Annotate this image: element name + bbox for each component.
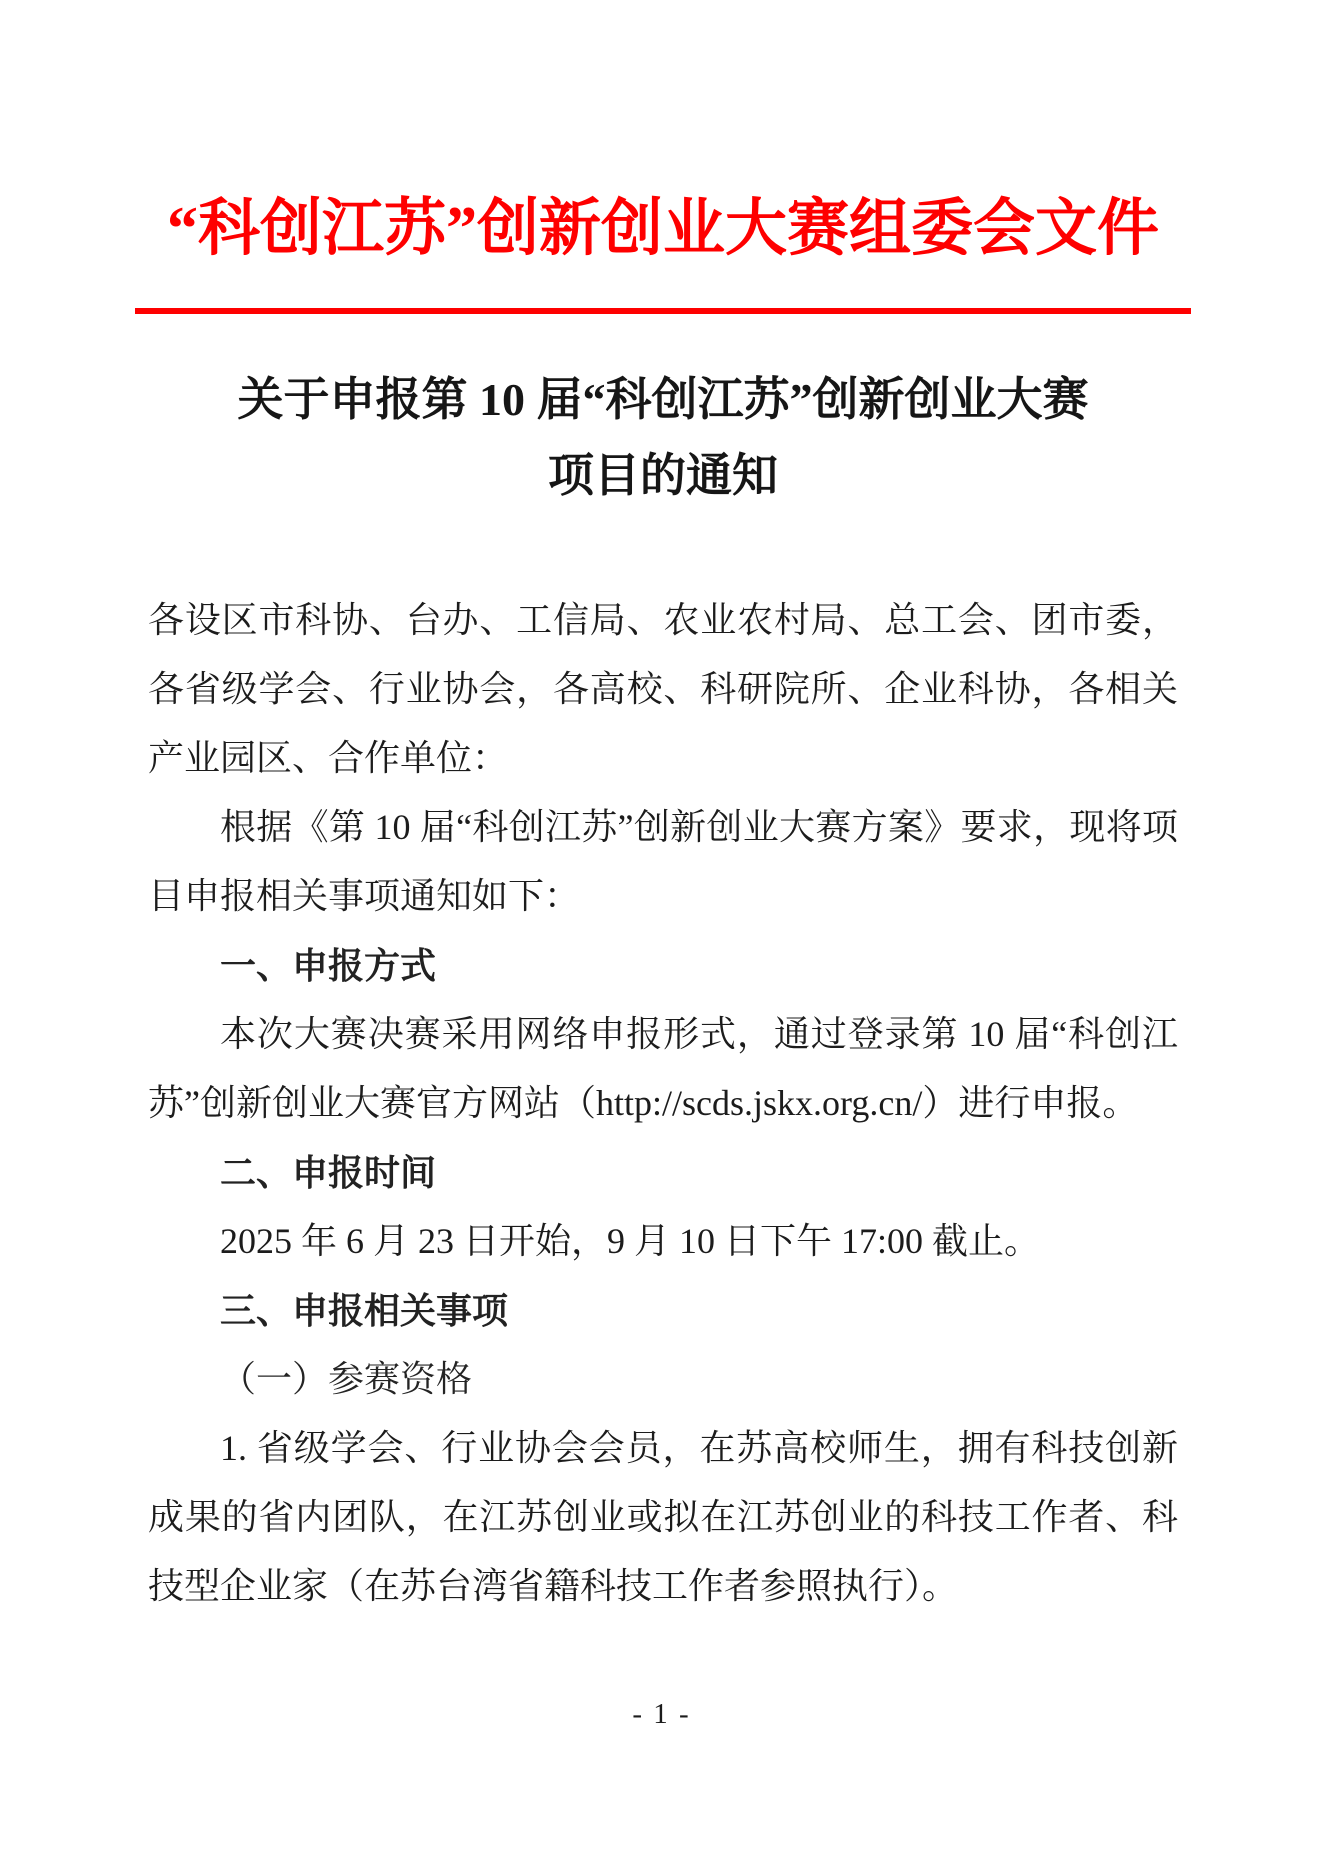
paragraph-application-method: 本次大赛决赛采用网络申报形式，通过登录第 10 届“科创江苏”创新创业大赛官方网站（http://scds.jskx.org.cn/）进行申报。 <box>148 1014 1178 1124</box>
section-3-heading: 三、申报相关事项 <box>220 1290 509 1332</box>
paragraph-basis: 根据《第 10 届“科创江苏”创新创业大赛方案》要求，现将项目申报相关事项通知如下： <box>148 807 1178 917</box>
paragraph-eligibility: 1. 省级学会、行业协会会员，在苏高校师生，拥有科技创新成果的省内团队，在江苏创业或拟在江苏创业的科技工作者、科技型企业家（在苏台湾省籍科技工作者参照执行）。 <box>148 1428 1178 1607</box>
document-title <box>148 362 1178 514</box>
paragraph-recipients: 各设区市科协、台办、工信局、农业农村局、总工会、团市委，各省级学会、行业协会，各高校、科研院所、企业科协，各相关产业园区、合作单位： <box>148 600 1178 779</box>
letterhead-divider <box>135 308 1191 314</box>
document-title-line1: 关于申报第 10 届“科创江苏”创新创业大赛 <box>237 374 1089 426</box>
document-body <box>148 586 1178 1621</box>
page-number: - 1 - <box>632 1698 691 1730</box>
paragraph-application-time: 2025 年 6 月 23 日开始，9 月 10 日下午 17:00 截止。 <box>220 1221 1041 1262</box>
document-title-line2: 项目的通知 <box>548 450 778 502</box>
section-1-heading: 一、申报方式 <box>220 945 437 987</box>
section-2-heading: 二、申报时间 <box>220 1152 437 1194</box>
letterhead-banner: “科创江苏”创新创业大赛组委会文件 <box>166 195 1159 263</box>
subsection-1-heading: （一）参赛资格 <box>220 1359 473 1400</box>
